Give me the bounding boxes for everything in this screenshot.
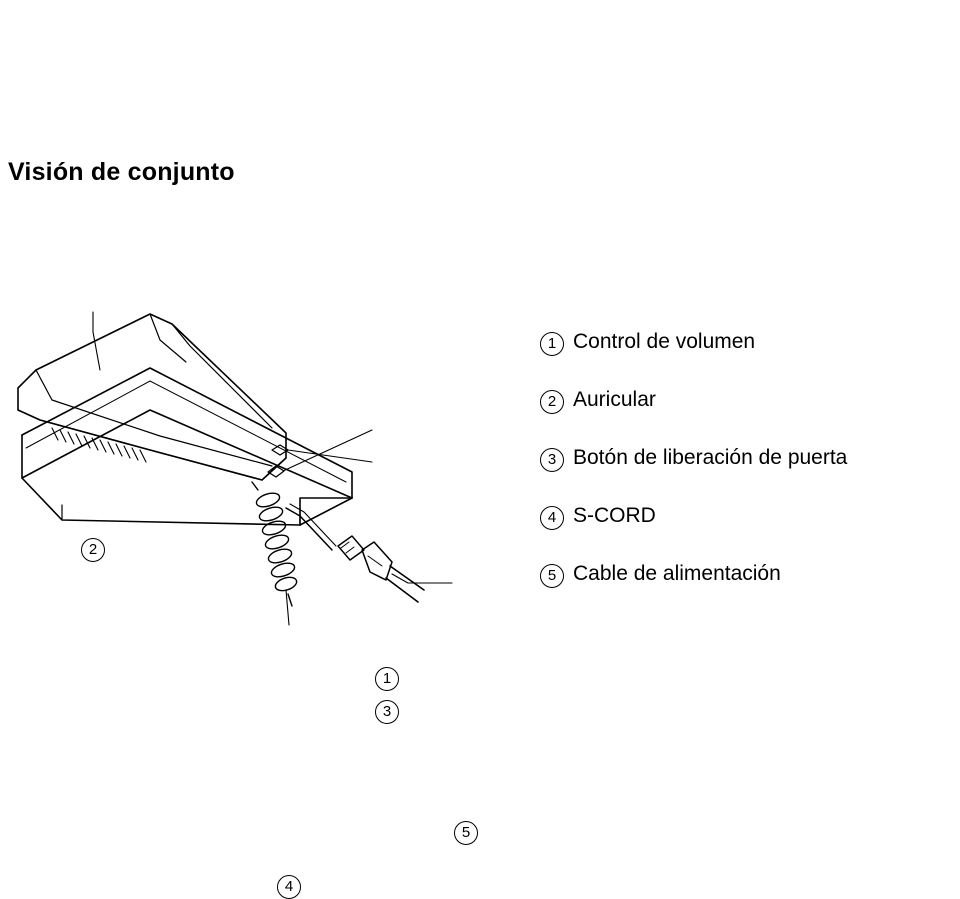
door-phone-diagram (0, 250, 520, 895)
legend-label-5: Cable de alimentación (573, 562, 781, 585)
parts-legend (540, 330, 960, 620)
legend-item (540, 446, 960, 472)
page-title: Visión de conjunto (8, 158, 235, 186)
legend-marker-1: 1 (540, 332, 564, 356)
legend-label-3: Botón de liberación de puerta (573, 446, 848, 469)
callout-marker-1: 1 (375, 667, 399, 691)
legend-item (540, 330, 960, 356)
legend-label-4: S-CORD (573, 504, 656, 527)
legend-marker-3: 3 (540, 448, 564, 472)
callout-marker-2: 2 (81, 538, 105, 562)
legend-item (540, 388, 960, 414)
legend-marker-2: 2 (540, 390, 564, 414)
callout-marker-5: 5 (454, 821, 478, 845)
callout-marker-3: 3 (375, 700, 399, 724)
legend-marker-5: 5 (540, 564, 564, 588)
legend-marker-4: 4 (540, 506, 564, 530)
callout-marker-4: 4 (277, 875, 301, 899)
door-phone-illustration-svg (0, 250, 520, 670)
legend-label-1: Control de volumen (573, 330, 756, 353)
legend-label-2: Auricular (573, 388, 656, 411)
legend-item (540, 504, 960, 530)
legend-item (540, 562, 960, 588)
